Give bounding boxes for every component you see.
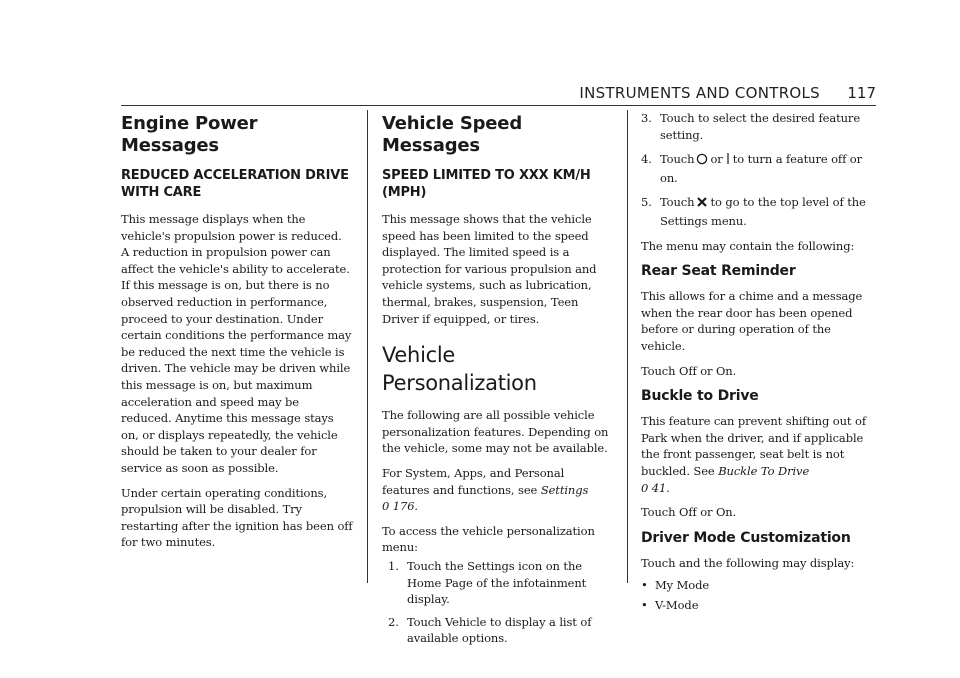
radio-off-icon <box>696 153 708 170</box>
paragraph: The following are all possible vehicle personalization features. Depending on the vehicle, some may not be available. <box>382 408 609 456</box>
close-icon <box>696 196 708 213</box>
list-item <box>641 151 877 186</box>
paragraph-text: This feature can prevent shifting out of Park when the driver, and if applicable the front passenger, seat belt is not buckled. See <box>641 414 866 478</box>
bullet-icon: • <box>641 597 648 612</box>
chapter-heading: Vehicle Personalization <box>382 343 537 396</box>
list-item <box>641 194 877 229</box>
step-number: 3. <box>641 111 652 125</box>
steps-list <box>641 110 877 230</box>
step-number: 2. <box>388 614 399 629</box>
paragraph: This allows for a chime and a message when the rear door has been opened before or during operation of the vehicle. <box>641 289 863 353</box>
column-divider <box>627 110 628 583</box>
sub-heading: Buckle to Drive <box>641 388 759 405</box>
step-text: Touch the Settings icon on the Home Page of the infotainment display. <box>407 558 587 607</box>
bullet-list <box>641 577 877 613</box>
paragraph: This message shows that the vehicle speed has been limited to the speed displayed. The limited speed is a protection for various propulsion and vehicle systems, such as lubrication, thermal, brakes, suspension, Teen Driver if equipped, or tires. <box>382 212 597 326</box>
step-text: Touch to select the desired feature setting. <box>660 111 861 142</box>
paragraph <box>641 413 877 496</box>
column-2 <box>382 110 612 647</box>
step-number: 5. <box>641 195 652 210</box>
cross-reference-link[interactable]: Settings <box>540 482 589 497</box>
page-reference[interactable]: 0 41. <box>641 480 670 495</box>
column-divider <box>367 110 368 583</box>
step-text: or <box>710 152 723 167</box>
page-number: 117 <box>847 84 876 102</box>
header-rule <box>121 105 876 106</box>
step-number: 1. <box>388 558 399 573</box>
paragraph: Touch and the following may display: <box>641 555 855 570</box>
column-3 <box>641 110 877 613</box>
bullet-text: V-Mode <box>655 597 699 612</box>
cross-reference-link[interactable]: Buckle To Drive <box>718 463 810 478</box>
page-header <box>0 84 960 106</box>
paragraph: Touch Off or On. <box>641 363 737 378</box>
sub-heading: Driver Mode Customization <box>641 529 851 546</box>
paragraph: Under certain operating conditions, propulsion will be disabled. Try restarting after the ignition has been off for two minutes. <box>121 485 353 550</box>
section-heading: Engine Power Messages <box>121 113 258 156</box>
step-text: Touch <box>660 195 695 210</box>
bullet-icon: • <box>641 578 648 593</box>
step-number: 4. <box>641 152 652 167</box>
paragraph: Touch Off or On. <box>641 505 737 520</box>
list-item <box>641 577 877 594</box>
list-item <box>382 614 612 647</box>
paragraph: The menu may contain the following: <box>641 238 855 253</box>
bullet-text: My Mode <box>655 578 710 593</box>
page-reference[interactable]: 0 176. <box>382 499 418 514</box>
list-item <box>641 110 877 143</box>
column-1 <box>121 110 353 551</box>
list-item <box>641 597 877 614</box>
sub-heading: REDUCED ACCELERATION DRIVE WITH CARE <box>121 168 349 200</box>
toggle-on-icon <box>725 152 731 170</box>
paragraph: To access the vehicle personalization menu: <box>382 523 595 555</box>
section-heading: Vehicle Speed Messages <box>382 113 523 156</box>
sub-heading: SPEED LIMITED TO XXX KM/H (MPH) <box>382 168 591 200</box>
sub-heading: Rear Seat Reminder <box>641 263 796 280</box>
paragraph <box>382 465 612 515</box>
step-text: to go to the top level of the Settings menu. <box>660 195 866 228</box>
step-text: to turn a feature off or on. <box>660 152 863 185</box>
step-text: Touch Vehicle to display a list of available options. <box>407 614 592 646</box>
step-text: Touch <box>660 152 695 167</box>
steps-list <box>382 558 612 647</box>
paragraph: This message displays when the vehicle's propulsion power is reduced. A reduction in propulsion power can affect the vehicle's ability to accelerate. If this message is on, but there is no observed reduction in performance, proceed to your destination. Under certain conditions the performance may be reduced the next time the vehicle is driven. The vehicle may be driven while this message is on, but maximum acceleration and speed may be reduced. Anytime this message stays on, or displays repeatedly, the vehicle should be taken to your dealer for service as soon as possible. <box>121 212 352 475</box>
header-title: INSTRUMENTS AND CONTROLS <box>579 84 820 102</box>
paragraph-text: For System, Apps, and Personal features and functions, see <box>382 465 565 497</box>
list-item <box>382 558 612 608</box>
